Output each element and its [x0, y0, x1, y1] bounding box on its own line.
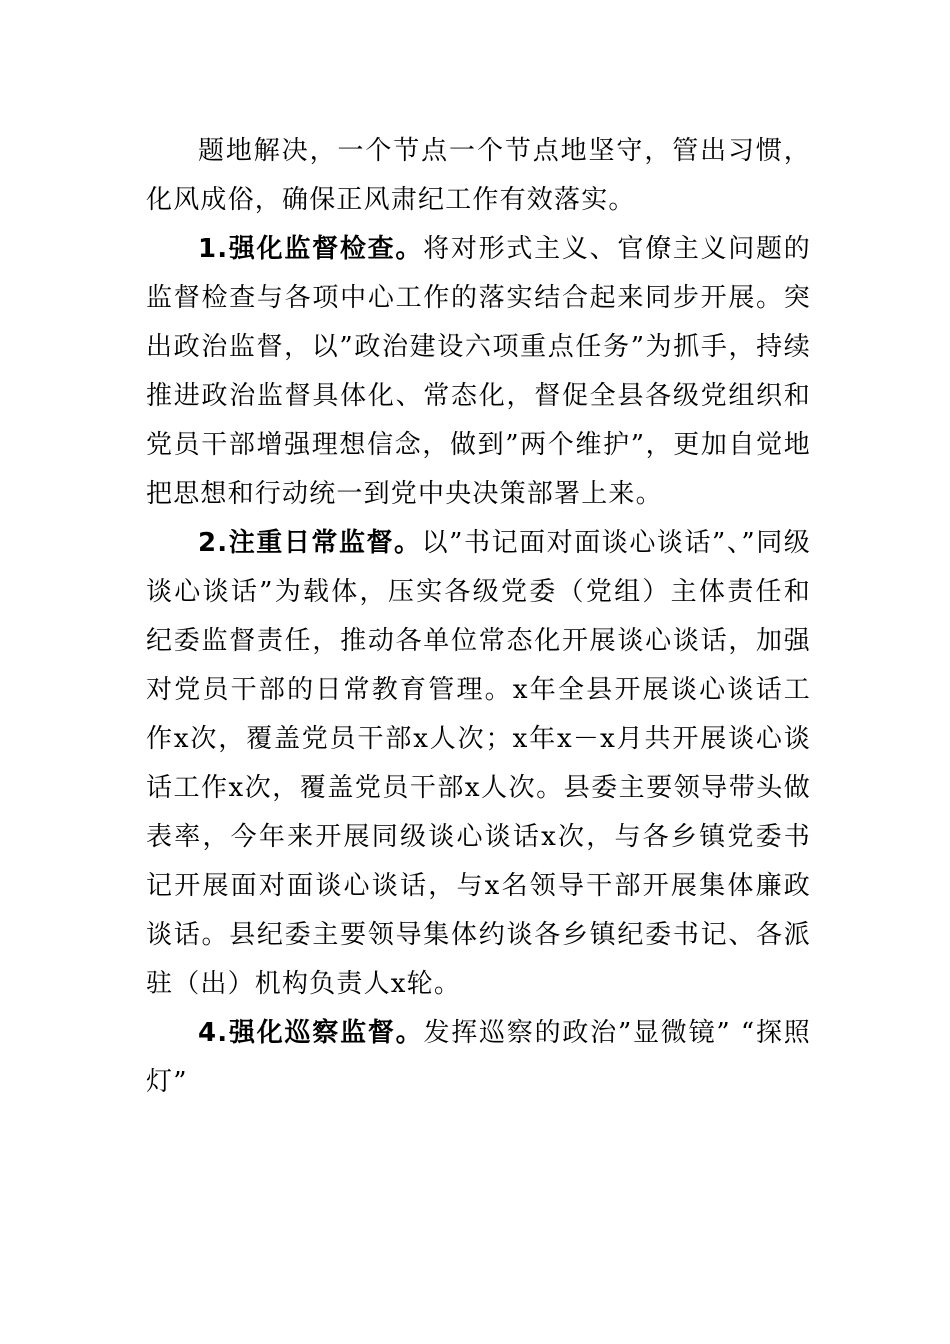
paragraph-text: 发挥巡察的政治”显微镜” “探照灯” [146, 1018, 811, 1097]
paragraph-text: 以”书记面对面谈心谈话”、”同级谈心谈话”为载体，压实各级党委（党组）主体责任和纪委监督责任，推动各单位常态化开展谈心谈话，加强对党员干部的日常教育管理。x年全县开展谈心谈话工作x次，覆盖党员干部x人次；x年x－x月共开展谈心谈话工作x次，覆盖党员干部x人次。县委主要领导带头做表率，今年来开展同级谈心谈话x次，与各乡镇党委书记开展面对面谈心谈话，与x名领导干部开展集体廉政谈话。县纪委主要领导集体约谈各乡镇纪委书记、各派驻（出）机构负责人x轮。 [146, 528, 811, 999]
paragraph-continuation [146, 127, 811, 225]
paragraph-text: 将对形式主义、官僚主义问题的监督检查与各项中心工作的落实结合起来同步开展。突出政治监督，以”政治建设六项重点任务”为抓手，持续推进政治监督具体化、常态化，督促全县各级党组织和党员干部增强理想信念，做到”两个维护”，更加自觉地把思想和行动统一到党中央决策部署上来。 [146, 234, 811, 509]
document-body [146, 127, 811, 1107]
paragraph-heading: 2.注重日常监督。 [198, 528, 422, 558]
paragraph-heading: 4.强化巡察监督。 [198, 1018, 424, 1048]
paragraph-heading: 1.强化监督检查。 [198, 234, 424, 264]
paragraph-text: 题地解决，一个节点一个节点地坚守，管出习惯，化风成俗，确保正风肃纪工作有效落实。 [146, 136, 811, 215]
paragraph-inspection-supervision [146, 1009, 811, 1107]
paragraph-strengthen-supervision [146, 225, 811, 519]
paragraph-daily-supervision [146, 519, 811, 1009]
